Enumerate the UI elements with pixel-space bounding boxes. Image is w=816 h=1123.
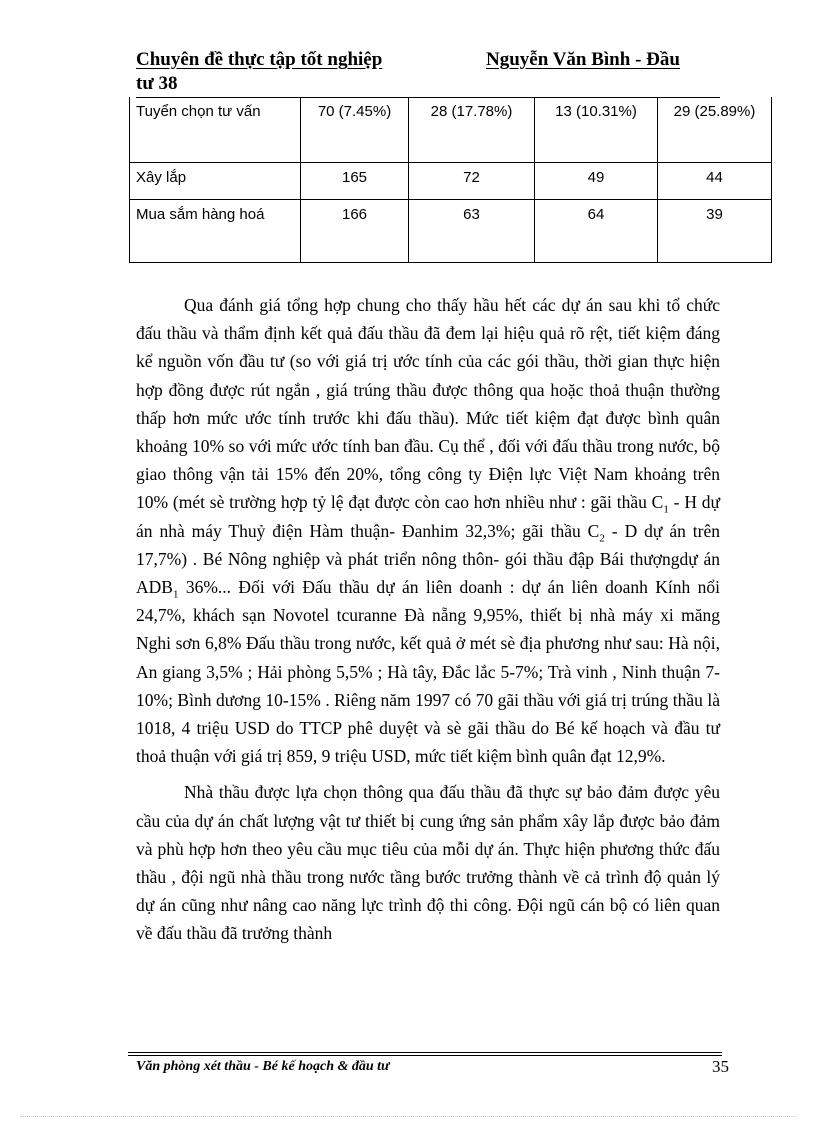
paragraph-text: - D dự án trên 17,7%) . Bé Nông nghiệp và phát triển nông thôn- gói thầu đập Bái thượngdự án ADB [136,520,720,598]
table-cell: 49 [535,163,658,200]
header-title-left: Chuyên đề thực tập tốt nghiệp [136,49,383,70]
footer-rule [128,1052,722,1053]
table-cell: 29 (25.89%) [658,97,772,163]
footer-rule [128,1055,722,1056]
table-cell: 165 [301,163,409,200]
table-cell: 72 [409,163,535,200]
table-cell: 44 [658,163,772,200]
header-title-right: Nguyễn Văn Bình - Đầu [486,49,680,70]
table-row [130,97,772,163]
table-cell-label: Tuyển chọn tư vấn [130,97,301,163]
table-cell-label: Mua sắm hàng hoá [130,200,301,263]
paragraph-text: - H dự án nhà máy Thuỷ điện Hàm thuận- Đanhim 32,3%; gãi thầu C [136,492,721,541]
header-title-line [136,48,720,72]
table-cell: 70 (7.45%) [301,97,409,163]
table-row [130,163,772,200]
subscript: 2 [599,532,605,545]
bidding-table [129,97,772,263]
paragraph-text: 36%... Đối với Đấu thầu dự án liên doanh : dự án liên doanh Kính nổi 24,7%, khách sạn Novotel tcuranne Đà nẵng 9,95%, thiết bị nhà máy xi măng Nghi sơn 6,8% Đấu thầu trong nước, kết quả ở mét sè địa phương như sau: Hà nội, An giang 3,5% ; Hải phòng 5,5% ; Hà tây, Đắc lắc 5-7%; Trà vinh , Ninh thuận 7-10%; Bình dương 10-15% . Riêng năm 1997 có 70 gãi thầu với giá trị trúng thầu là 1018, 4 triệu USD do TTCP phê duyệt và sè gãi thầu do Bé kế hoạch và đầu tư thoả thuận với giá trị 859, 9 triệu USD, mức tiết kiệm bình quân đạt 12,9%. [136,577,720,767]
page-edge-dots [20,1116,796,1117]
table-cell: 166 [301,200,409,263]
table-cell: 64 [535,200,658,263]
header-title-continuation: tư 38 [136,73,178,94]
table-cell-label: Xây lắp [130,163,301,200]
table-row [130,200,772,263]
paragraph [136,291,720,770]
table-cell: 63 [409,200,535,263]
paragraph: Nhà thầu được lựa chọn thông qua đấu thầu đã thực sự bảo đảm được yêu cầu của dự án chất lượng vật tư thiết bị cung ứng sản phẩm xây lắp được bảo đảm và phù hợp hơn theo yêu cầu mục tiêu của mỗi dự án. Thực hiện phương thức đấu thầu , đội ngũ nhà thầu trong nước tầng bước trưởng thành về cả trình độ quản lý dự án cũng như nâng cao năng lực trình độ thi công. Đội ngũ cán bộ có liên quan về đấu thầu đã trưởng thành [136,782,720,944]
table-cell: 13 (10.31%) [535,97,658,163]
page-header [136,48,720,96]
subscript: 1 [663,503,669,516]
page-number: 35 [712,1057,729,1076]
table-cell: 39 [658,200,772,263]
body-text [136,291,720,956]
footer-text: Văn phòng xét thầu - Bé kế hoạch & đầu tư [136,1059,390,1074]
subscript: 1 [172,588,179,601]
paragraph-text: Qua đánh giá tổng hợp chung cho thấy hầu hết các dự án sau khi tổ chức đấu thầu và thẩm định kết quả đấu thầu đã đem lại hiệu quả rõ rệt, tiết kiệm đáng kể nguồn vốn đầu tư (so với giá trị ước tính của các gói thầu, thời gian thực hiện hợp đồng được rút ngắn , giá trúng thầu được thông qua hoặc thoả thuận thường thấp hơn mức ước tính trước khi đấu thầu). Mức tiết kiệm đạt được bình quân khoảng 10% so với mức ước tính ban đầu. Cụ thể , đối với đấu thầu trong nước, bộ giao thông vận tải 15% đến 20%, tổng công ty Điện lực Việt Nam khoảng trên 10% (mét sè trường hợp tỷ lệ đạt được còn cao hơn nhiều như : gãi thầu C [136,295,720,513]
table-cell: 28 (17.78%) [409,97,535,163]
